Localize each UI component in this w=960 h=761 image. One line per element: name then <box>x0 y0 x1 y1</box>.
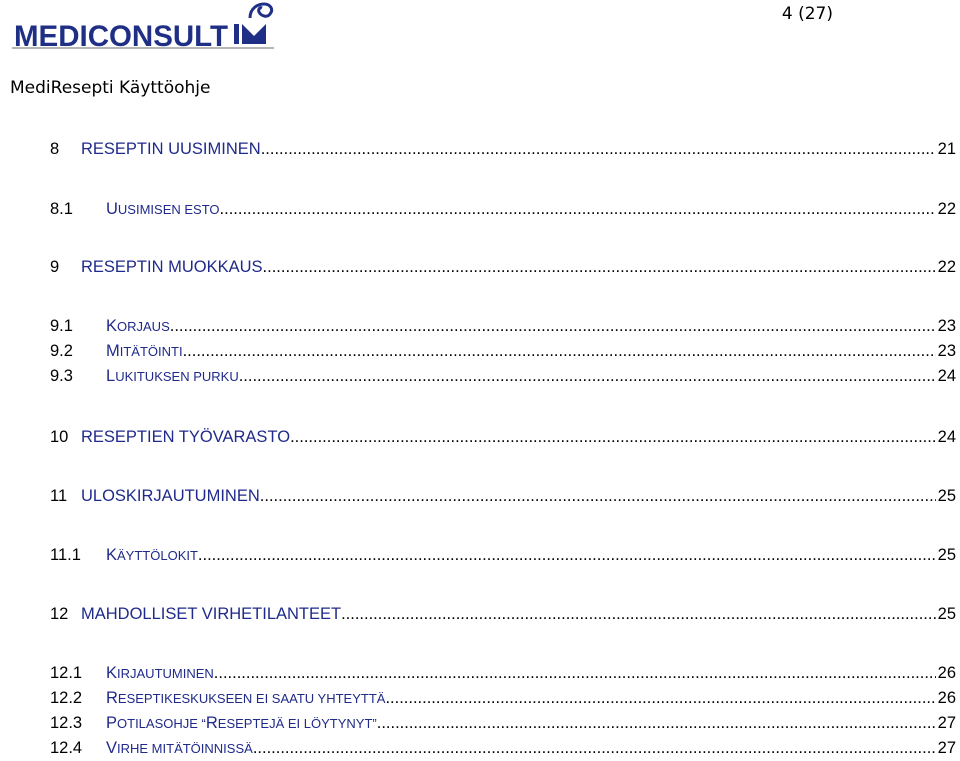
toc-title: MITÄTÖINTI <box>106 342 183 360</box>
toc-leader <box>220 200 936 219</box>
toc-page: 24 <box>937 428 956 446</box>
page-number: 4 (27) <box>781 4 833 24</box>
toc-page: 25 <box>937 546 956 564</box>
toc-entry-9[interactable] <box>50 258 956 278</box>
toc-entry-8-1[interactable] <box>50 200 956 220</box>
toc-leader <box>183 342 936 361</box>
toc-number: 8.1 <box>50 200 73 218</box>
toc-leader <box>385 689 935 708</box>
toc-entry-11[interactable] <box>50 487 956 507</box>
toc-title: ULOSKIRJAUTUMINEN <box>81 487 260 505</box>
toc-title: RESEPTIN UUSIMINEN <box>81 140 261 158</box>
toc-page: 24 <box>937 367 956 385</box>
toc-page: 27 <box>937 714 956 732</box>
toc-page: 21 <box>937 140 956 158</box>
toc-page: 22 <box>937 258 956 276</box>
toc-number: 12.4 <box>50 739 83 757</box>
toc-number: 11 <box>50 487 68 505</box>
toc-number: 12.3 <box>50 714 83 732</box>
toc-number: 11.1 <box>50 546 81 564</box>
toc-leader <box>239 367 936 386</box>
toc-title: KORJAUS <box>106 317 170 335</box>
toc-page: 23 <box>937 317 956 335</box>
toc-entry-12-2[interactable] <box>50 689 956 709</box>
mediconsult-logo <box>12 0 274 62</box>
toc-page: 25 <box>937 487 956 505</box>
logo-wordmark: MEDICONSULT <box>14 20 228 53</box>
toc-number: 12.1 <box>50 664 83 682</box>
toc-title: VIRHE MITÄTÖINNISSÄ <box>106 739 253 757</box>
toc-leader <box>290 428 936 447</box>
toc-entry-9-3[interactable] <box>50 367 956 387</box>
toc-title: LUKITUKSEN PURKU <box>106 367 239 385</box>
toc-title: RESEPTIN MUOKKAUS <box>81 258 263 276</box>
toc-number: 8 <box>50 140 60 158</box>
toc-leader <box>341 605 936 624</box>
toc-entry-11-1[interactable] <box>50 546 956 566</box>
toc-number: 10 <box>50 428 69 446</box>
toc-title: MAHDOLLISET VIRHETILANTEET <box>81 605 342 623</box>
toc-page: 27 <box>937 739 956 757</box>
toc-leader <box>261 140 936 159</box>
toc-page: 23 <box>937 342 956 360</box>
toc-number: 9.2 <box>50 342 73 360</box>
toc-entry-10[interactable] <box>50 428 956 448</box>
toc-number: 9 <box>50 258 60 276</box>
toc-leader <box>263 258 936 277</box>
toc-entry-8[interactable] <box>50 140 956 160</box>
toc-leader <box>260 487 936 506</box>
toc-page: 22 <box>937 200 956 218</box>
toc-title: KÄYTTÖLOKIT <box>106 546 198 564</box>
toc-title: UUSIMISEN ESTO <box>106 200 220 218</box>
toc-number: 9.3 <box>50 367 73 385</box>
toc-leader <box>253 739 936 758</box>
toc-title: POTILASOHJE “RESEPTEJÄ EI LÖYTYNYT” <box>106 714 377 732</box>
toc-page: 25 <box>937 605 956 623</box>
toc-leader <box>214 664 936 683</box>
toc-entry-12-3[interactable] <box>50 714 956 734</box>
toc-entry-12[interactable] <box>50 605 956 625</box>
toc-entry-12-1[interactable] <box>50 664 956 684</box>
toc-leader <box>377 714 936 733</box>
toc-entry-9-1[interactable] <box>50 317 956 337</box>
toc-number: 12 <box>50 605 69 623</box>
toc-title: RESEPTIKESKUKSEEN EI SAATU YHTEYTTÄ <box>106 689 386 707</box>
toc-number: 12.2 <box>50 689 83 707</box>
toc-leader <box>198 546 936 565</box>
toc-title: KIRJAUTUMINEN <box>106 664 214 682</box>
toc-page: 26 <box>937 689 956 707</box>
toc-leader <box>170 317 936 336</box>
toc-entry-12-4[interactable] <box>50 739 956 759</box>
toc-page: 26 <box>937 664 956 682</box>
toc-entry-9-2[interactable] <box>50 342 956 362</box>
document-title: MediResepti Käyttöohje <box>10 78 211 98</box>
toc-number: 9.1 <box>50 317 73 335</box>
toc-title: RESEPTIEN TYÖVARASTO <box>81 428 291 446</box>
